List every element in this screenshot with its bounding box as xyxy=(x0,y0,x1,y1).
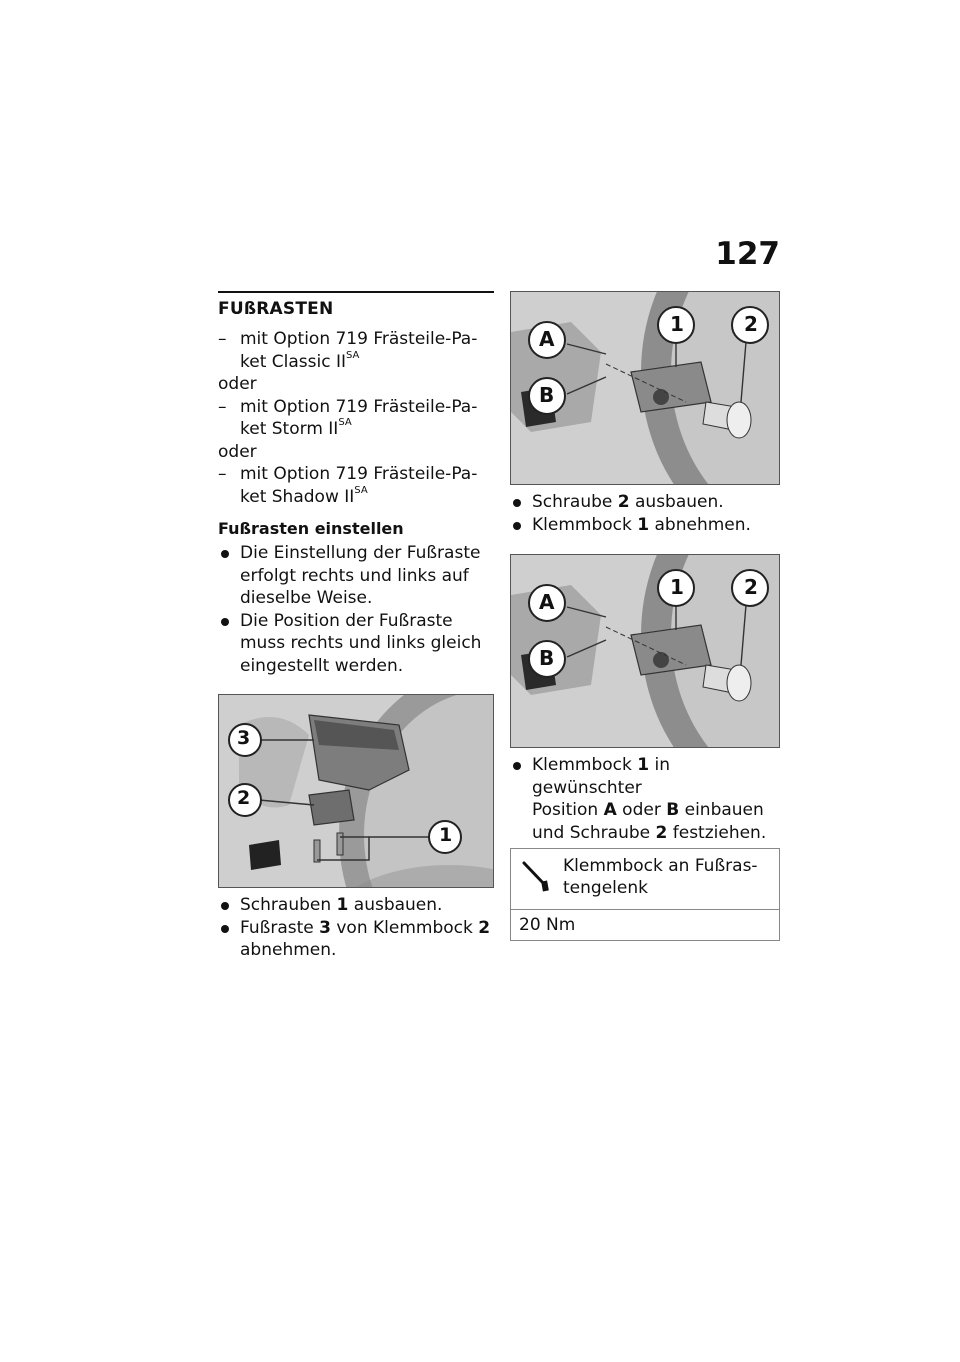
option-list xyxy=(218,328,494,508)
bullet-item: Schrauben 1 ausbauen. xyxy=(218,894,494,917)
bullet-item: Klemmbock 1 in gewünschter Position A oder B einbauen und Schraube 2 festziehen. xyxy=(510,754,780,844)
bullet-item: Klemmbock 1 abnehmen. xyxy=(510,514,780,537)
bullet-dot xyxy=(221,925,229,933)
figure-label-3: 3 xyxy=(237,727,251,749)
torque-spec-header xyxy=(511,849,779,909)
bullet-dot xyxy=(221,550,229,558)
option-line: mit Option 719 Frästeile-Pa- xyxy=(240,329,478,349)
option-line: ket Classic $II^{SA}$ xyxy=(240,349,360,372)
or-separator: oder xyxy=(218,441,257,462)
spec-value: 20 Nm xyxy=(511,909,779,940)
figure-label-2: 2 xyxy=(237,787,251,809)
sa-superscript: SA xyxy=(338,417,352,429)
subheading: Fußrasten einstellen xyxy=(218,519,404,538)
torque-wrench-icon xyxy=(521,859,551,899)
bullet-dot xyxy=(221,618,229,626)
right-column xyxy=(510,291,780,941)
figure-label-2: 2 xyxy=(744,312,758,336)
figure-label-2: 2 xyxy=(744,575,758,599)
bullet-dot xyxy=(513,762,521,770)
option-item xyxy=(218,463,494,508)
section-title: FUßRASTEN xyxy=(218,299,334,319)
page-number: 127 xyxy=(715,236,780,272)
option-line: mit Option 719 Frästeile-Pa- xyxy=(240,396,478,417)
bullet-item: Schraube 2 ausbauen. xyxy=(510,491,780,514)
figure-label-1: 1 xyxy=(439,824,453,846)
bullet-item: Die Position der Fußraste muss rechts und links gleich eingestellt werden. xyxy=(218,610,494,678)
figure-label-a: A xyxy=(539,590,555,614)
dash-marker: – xyxy=(218,396,227,417)
sa-superscript: SA xyxy=(346,349,360,361)
spec-label: Klemmbock an Fußras- xyxy=(563,856,758,876)
option-item xyxy=(218,396,494,441)
sa-superscript: SA xyxy=(354,484,368,496)
dash-marker: – xyxy=(218,329,227,349)
clamp-figure-1 xyxy=(510,291,780,485)
bullet-item: Fußraste 3 von Klemmbock 2 abnehmen. xyxy=(218,917,494,962)
bullet-dot xyxy=(221,902,229,910)
spec-label: tengelenk xyxy=(563,878,648,898)
bullet-dot xyxy=(513,499,521,507)
footrest-figure xyxy=(218,694,494,888)
option-line: ket Shadow $II^{SA}$ xyxy=(240,484,368,507)
section-rule xyxy=(218,291,494,293)
option-line: mit Option 719 Frästeile-Pa- xyxy=(240,464,478,484)
figure-label-b: B xyxy=(539,646,555,670)
figure-label-1: 1 xyxy=(670,312,684,336)
left-column xyxy=(218,291,494,962)
bullet-dot xyxy=(513,522,521,530)
option-line: ket Storm $II^{SA}$ xyxy=(240,417,352,439)
figure-label-1: 1 xyxy=(670,575,684,599)
or-separator: oder xyxy=(218,374,257,394)
bullet-item: Die Einstellung der Fußraste erfolgt rechts und links auf dieselbe Weise. xyxy=(218,542,494,610)
dash-marker: – xyxy=(218,464,227,484)
figure-label-a: A xyxy=(539,327,555,351)
torque-spec-box xyxy=(510,848,780,941)
option-item xyxy=(218,328,494,373)
figure-label-b: B xyxy=(539,383,555,407)
clamp-figure-2 xyxy=(510,554,780,748)
